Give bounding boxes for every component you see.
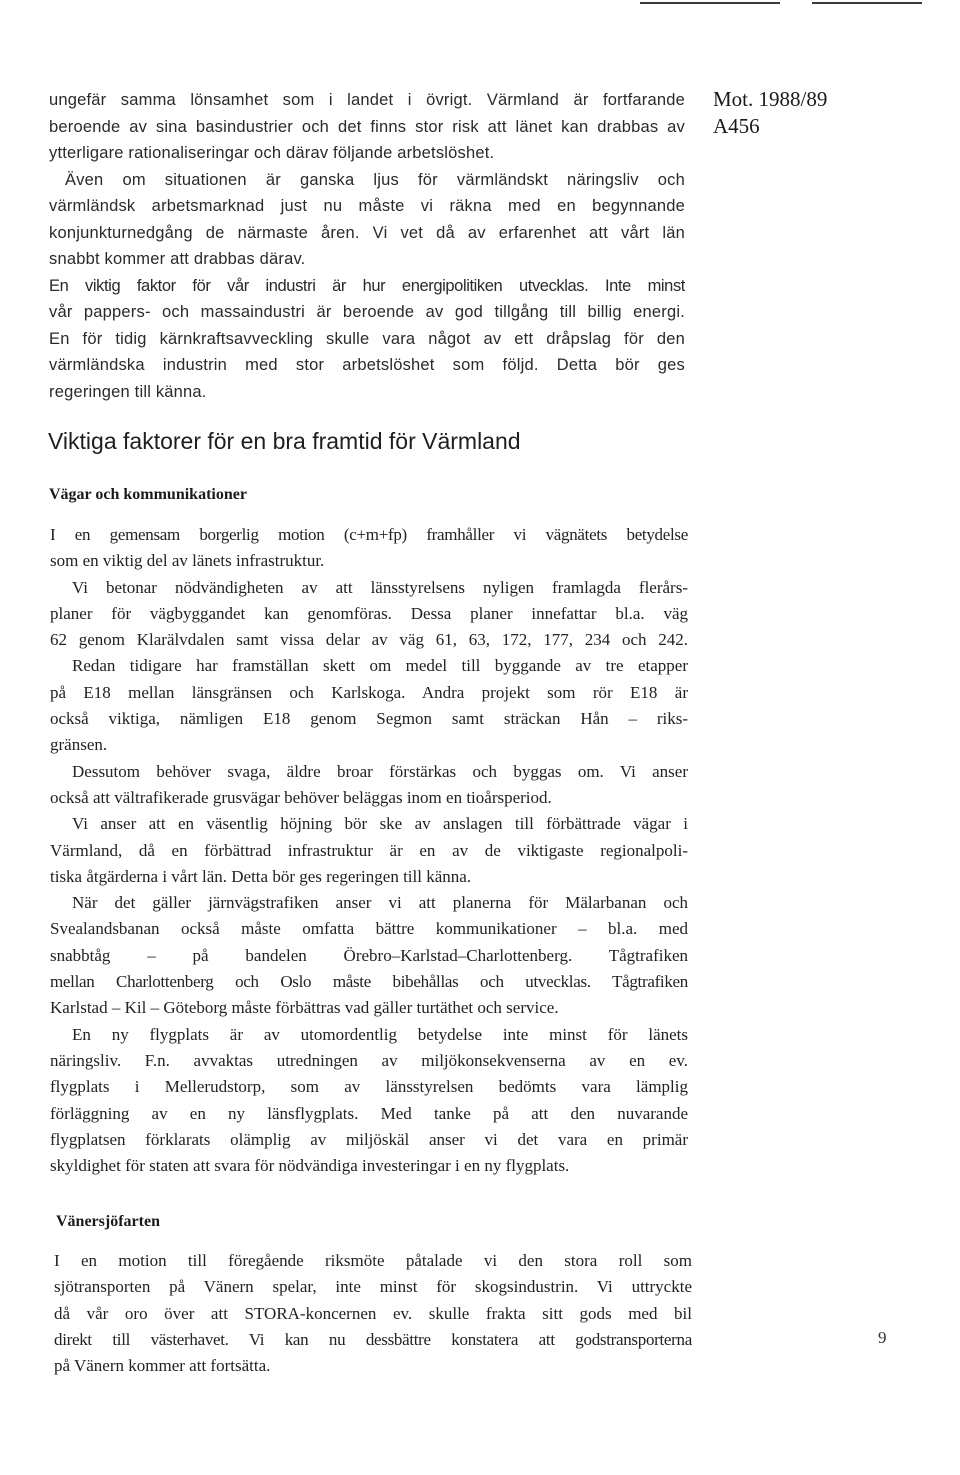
text-line: då vår oro över att STORA-koncernen ev. skulle frakta sitt gods med bil bbox=[54, 1303, 692, 1323]
text-line: flygplatsen förklarats olämplig av miljöskäl anser vi det vara en primär bbox=[50, 1129, 688, 1149]
text-line: flygplats i Mellerudstorp, som av länsstyrelsen bedömts vara lämplig bbox=[50, 1077, 688, 1097]
text-line: konjunkturnedgång de närmaste åren. Vi vet då av erfarenhet att vårt län bbox=[49, 223, 685, 242]
paragraph bbox=[49, 273, 685, 406]
text-line: ungefär samma lönsamhet som i landet i övrigt. Värmland är fortfarande bbox=[49, 91, 685, 109]
text-line: näringsliv. F.n. avvaktas utredningen av miljökonsekvenserna av en ev. bbox=[50, 1050, 688, 1070]
text-line: En viktig faktor för vår industri är hur energipolitiken utvecklas. Inte minst bbox=[49, 276, 685, 295]
text-line: När det gäller järnvägstrafiken anser vi att planerna för Mälarbanan och bbox=[72, 893, 688, 913]
text-line: Vi betonar nödvändigheten av att länsstyrelsens nyligen framlagda flerårs- bbox=[72, 577, 688, 597]
text-line: på Vänern kommer att fortsätta. bbox=[54, 1356, 271, 1376]
text-line: också viktiga, nämligen E18 genom Segmon samt sträckan Hån – riks- bbox=[50, 709, 688, 729]
text-line: vår pappers- och massaindustri är beroende av god tillgång till billig energi. bbox=[49, 303, 685, 321]
page-number: 9 bbox=[878, 1328, 887, 1347]
text-line: på E18 mellan länsgränsen och Karlskoga. Andra projekt som rör E18 är bbox=[50, 682, 688, 702]
text-line: värmländsk arbetsmarknad just nu måste vi räkna med en begynnande bbox=[49, 197, 685, 215]
text-line: Karlstad – Kil – Göteborg måste förbättras vad gäller turtäthet och service. bbox=[50, 998, 559, 1018]
text-line: värmländska industrin med stor arbetslöshet som följd. Detta bör ges bbox=[49, 356, 685, 374]
paragraph bbox=[50, 575, 688, 654]
roads-text bbox=[50, 522, 688, 1179]
roads-heading: Vägar och kommunikationer bbox=[49, 486, 247, 503]
scan-rule-left bbox=[640, 2, 780, 4]
text-line: gränsen. bbox=[50, 735, 108, 755]
paragraph bbox=[49, 167, 685, 273]
intro-text bbox=[49, 87, 685, 405]
motion-code: A456 bbox=[713, 114, 760, 138]
vanern-heading: Vänersjöfarten bbox=[56, 1213, 160, 1230]
paragraph bbox=[50, 653, 688, 758]
text-line: snabbt kommer att drabbas därav. bbox=[49, 250, 306, 268]
paragraph bbox=[50, 811, 688, 890]
text-line: tiska åtgärderna i vårt län. Detta bör ges regeringen till känna. bbox=[50, 866, 472, 886]
text-line: också att vältrafikerade grusvägar behöver beläggas inom en tioårsperiod. bbox=[50, 787, 552, 807]
text-line: I en motion till föregående riksmöte påtalade vi den stora roll som bbox=[54, 1251, 692, 1270]
text-line: 62 genom Klarälvdalen samt vissa delar av väg 61, 63, 172, 177, 234 och 242. bbox=[50, 630, 688, 650]
text-line: snabbtåg – på bandelen Örebro–Karlstad–Charlottenberg. Tågtrafiken bbox=[50, 945, 688, 965]
paragraph bbox=[50, 1022, 688, 1180]
text-line: beroende av sina basindustrier och det finns stor risk att länet kan drabbas av bbox=[49, 117, 685, 136]
text-line: ytterligare rationaliseringar och därav följande arbetslöshet. bbox=[49, 144, 495, 162]
text-line: Redan tidigare har framställan skett om medel till byggande av tre etapper bbox=[72, 656, 688, 676]
text-line: Svealandsbanan också måste omfatta bättre kommunikationer – bl.a. med bbox=[50, 919, 688, 939]
paragraph bbox=[50, 759, 688, 812]
paragraph bbox=[50, 890, 688, 1021]
paragraph bbox=[50, 522, 688, 575]
section-title: Viktiga faktorer för en bra framtid för Värmland bbox=[48, 428, 521, 454]
text-line: mellan Charlottenberg och Oslo måste bibehållas och utvecklas. Tågtrafiken bbox=[50, 972, 688, 992]
motion-number: Mot. 1988/89 bbox=[713, 87, 828, 111]
vanern-text bbox=[54, 1248, 692, 1379]
scan-rule-right bbox=[812, 2, 922, 4]
text-line: sjötransporten på Vänern spelar, inte minst för skogsindustrin. Vi uttryckte bbox=[54, 1277, 692, 1297]
text-line: I en gemensam borgerlig motion (c+m+fp) framhåller vi vägnätets betydelse bbox=[50, 525, 688, 544]
text-line: planer för vägbyggandet kan genomföras. Dessa planer innefattar bl.a. väg bbox=[50, 603, 688, 623]
text-line: Även om situationen är ganska ljus för värmländskt näringsliv och bbox=[65, 170, 685, 189]
text-line: En för tidig kärnkraftsavveckling skulle vara något av ett dråpslag för den bbox=[49, 329, 685, 348]
text-line: som en viktig del av länets infrastruktur. bbox=[50, 551, 325, 571]
text-line: förläggning av en ny länsflygplats. Med tanke på att den nuvarande bbox=[50, 1103, 688, 1123]
text-line: Vi anser att en väsentlig höjning bör ske av anslagen till förbättrade vägar i bbox=[72, 814, 688, 834]
text-line: direkt till västerhavet. Vi kan nu dessbättre konstatera att godstransporterna bbox=[54, 1329, 692, 1349]
paragraph bbox=[49, 87, 685, 167]
text-line: Värmland, då en förbättrad infrastruktur är en av de viktigaste regionalpoli- bbox=[50, 840, 688, 860]
text-line: regeringen till känna. bbox=[49, 382, 207, 401]
text-line: En ny flygplats är av utomordentlig betydelse inte minst för länets bbox=[72, 1024, 688, 1044]
motion-reference bbox=[713, 86, 853, 140]
text-line: skyldighet för staten att svara för nödvändiga investeringar i en ny flygplats. bbox=[50, 1156, 570, 1176]
text-line: Dessutom behöver svaga, äldre broar förstärkas och byggas om. Vi anser bbox=[72, 761, 688, 781]
paragraph bbox=[54, 1248, 692, 1379]
